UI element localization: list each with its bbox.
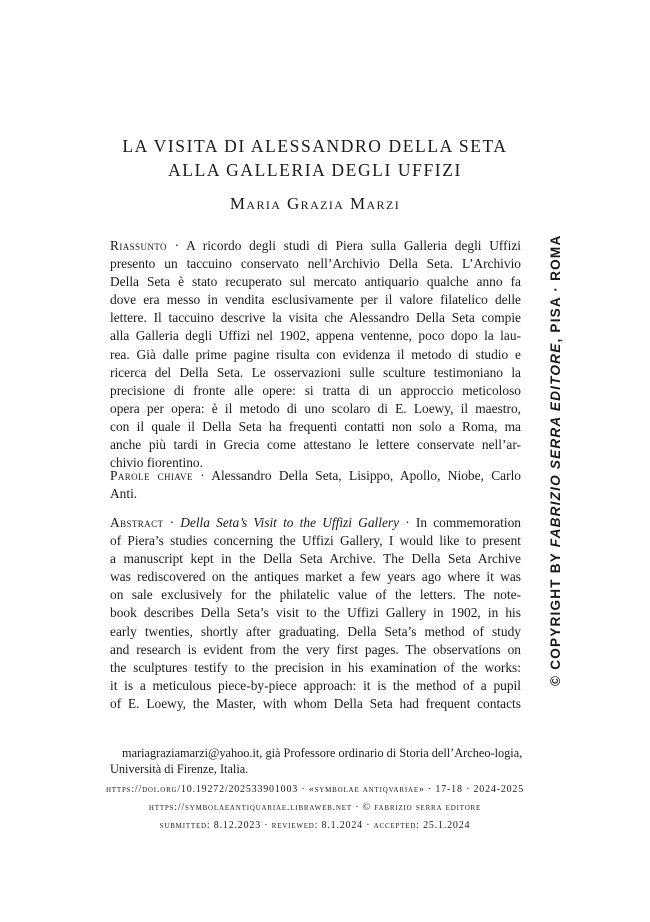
abstract-label: Abstract: [110, 515, 164, 530]
doi-line: https://doi.org/10.19272/202533901003 · «symbolae antiqvariae» · 17-18 · 2024-2025: [105, 784, 525, 795]
riassunto-section: [110, 237, 521, 472]
article-title: [60, 134, 570, 182]
abstract-line: it is a meticulous piece-by-piece approach: it is the method of a pupil: [110, 677, 521, 693]
abstract-line: was rediscovered on the antiques market a few years ago where it was: [110, 569, 521, 585]
abstract-line: a manuscript kept in the Della Seta Archive. The Della Seta Archive: [110, 551, 521, 567]
copyright-publisher: FABRIZIO SERRA EDITORE: [548, 342, 563, 548]
riassunto-line: precisione di fronte alle opere: si tratta di un approccio meticoloso: [110, 382, 521, 398]
article-title-line-2: ALLA GALLERIA DEGLI UFFIZI: [168, 160, 462, 180]
abstract-subtitle: Della Seta’s Visit to the Uffizi Gallery: [180, 515, 400, 530]
riassunto-line: anche più tardi in Grecia come attestano le lettere conservate nell’ar-: [110, 437, 521, 453]
riassunto-line: con il quale il Della Seta ha frequenti contatti non solo a Roma, ma: [110, 418, 521, 434]
keywords-label: Parole chiave: [110, 468, 193, 483]
author-footnote: mariagraziamarzi@yahoo.it, già Professore ordinario di Storia dell’Archeo-logia, Università di Firenze, Italia.: [110, 746, 523, 776]
keywords-line: Anti.: [110, 486, 138, 502]
riassunto-line: rea. Già dalle prime pagine risulta con evidenza il metodo di studio e: [110, 346, 521, 362]
abstract-line: of Piera’s studies concerning the Uffizi Gallery, I would like to present: [110, 533, 521, 549]
riassunto-line: chivio fiorentino.: [110, 455, 203, 471]
riassunto-line: Riassunto · A ricordo degli studi di Piera sulla Galleria degli Uffizi: [110, 238, 521, 253]
author-name: Maria Grazia Marzi: [229, 194, 401, 213]
riassunto-line: presento un taccuino conservato nell’Archivio Della Seta. L’Archivio: [110, 256, 521, 272]
copyright-watermark: © COPYRIGHT BY FABRIZIO SERRA EDITORE, PISA · ROMA: [548, 234, 563, 686]
riassunto-line: alla Galleria degli Uffizi nel 1902, appena ventenne, poco dopo la lau-: [110, 328, 521, 344]
riassunto-label: Riassunto: [110, 238, 167, 253]
abstract-line: Abstract · Della Seta’s Visit to the Uffizi Gallery · In commemoration: [110, 515, 521, 530]
abstract-line: early twenties, shortly after graduating. Della Seta’s method of study: [110, 623, 521, 639]
abstract-line: and research is evident from the very first pages. The observations on: [110, 641, 521, 657]
riassunto-line: lettere. Il taccuino descrive la visita che Alessandro Della Seta compie: [110, 310, 521, 326]
abstract-line: on sale exclusively for the philatelic value of the letters. The note-: [110, 587, 521, 603]
abstract-line: book describes Della Seta’s visit to the Uffizi Gallery in 1902, in his: [110, 605, 521, 621]
submission-dates-line: submitted: 8.12.2023 · reviewed: 8.1.2024 · accepted: 25.1.2024: [159, 820, 471, 831]
article-title-line-1: LA VISITA DI ALESSANDRO DELLA SETA: [122, 136, 508, 156]
riassunto-line: dove era messo in vendita esclusivamente per il valore filatelico delle: [110, 292, 521, 308]
journal-url-line: https://symbolaeantiquariae.libraweb.net · © fabrizio serra editore: [148, 802, 482, 813]
riassunto-line: ricerca del Della Seta. Le osservazioni sulle sculture testimoniano la: [110, 364, 521, 380]
keywords-section: [110, 467, 521, 503]
keywords-line: Parole chiave · Alessandro Della Seta, Lisippo, Apollo, Niobe, Carlo: [110, 468, 521, 483]
riassunto-line: opera per opera: è il metodo di uno scolaro di E. Loewy, il maestro,: [110, 400, 521, 416]
abstract-line: of E. Loewy, the Master, with whom Della Seta had frequent contacts: [110, 695, 521, 711]
abstract-line: the sculptures testify to the precision in his examination of the works:: [110, 659, 521, 675]
riassunto-line: Della Seta è stato recuperato sul mercato antiquario qualche anno fa: [110, 274, 521, 290]
abstract-section: [110, 514, 521, 713]
